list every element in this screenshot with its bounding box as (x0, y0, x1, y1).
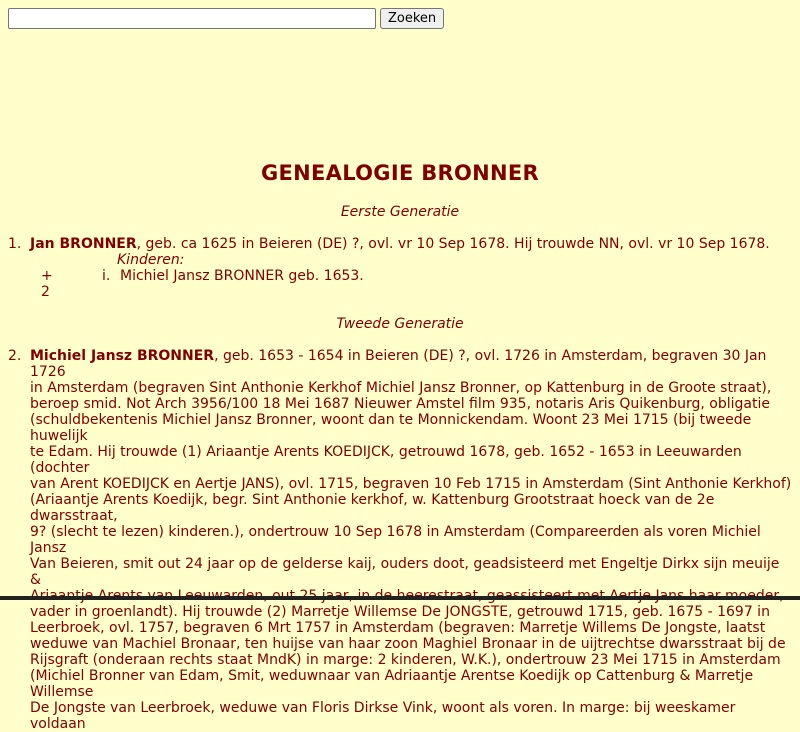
search-bar (8, 8, 444, 29)
entry-line: 9? (slecht te lezen) kinderen.), ondertrouw 10 Sep 1678 in Amsterdam (Compareerden als voren Michiel Jansz (30, 524, 761, 556)
child-marker[interactable]: + 2 (41, 268, 53, 300)
entry-number: 1. (8, 236, 22, 252)
entry-line: De Jongste van Leerbroek, weduwe van Floris Dirkse Vink, woont als voren. In marge: bij weeskamer voldaan (30, 700, 736, 732)
child-text: Michiel Jansz BRONNER geb. 1653. (120, 268, 364, 284)
horizontal-scrollbar[interactable] (0, 596, 800, 600)
entry-line: Rijsgraft (onderaan rechts staat MndK) in marge: 2 kinderen, W.K.), ondertrouw 23 Mei 1715 in Amsterdam (30, 652, 781, 668)
person-entry (8, 236, 792, 252)
search-button[interactable]: Zoeken (380, 8, 444, 29)
entry-line: Van Beieren, smit out 24 jaar op de gelderse kaij, ouders doot, geadsisteerd met Engeltje Dirkx sijn meuije & (30, 556, 780, 588)
person-name: Michiel Jansz BRONNER (30, 348, 215, 364)
search-input[interactable] (8, 8, 376, 29)
entry-line: (schuldbekentenis Michiel Jansz Bronner, woont dan te Monnickendam. Woont 23 Mei 1715 (bij tweede huwelijk (30, 412, 752, 444)
person-details: , geb. ca 1625 in Beieren (DE) ?, ovl. vr 10 Sep 1678. Hij trouwde NN, ovl. vr 10 Sep 1678. (136, 236, 770, 252)
entry-line: van Arent KOEDIJCK en Aertje JANS), ovl. 1715, begraven 10 Feb 1715 in Amsterdam (Sint Anthonie Kerkhof) (30, 476, 792, 492)
entry-line (30, 348, 792, 380)
person-entry (8, 348, 792, 732)
entry-line: Leerbroek, ovl. 1757, begraven 6 Mrt 1757 in Amsterdam (begraven: Marretje Willems De Jongste, laatst (30, 620, 766, 636)
page-title: GENEALOGIE BRONNER (260, 161, 540, 185)
child-roman-number: i. (102, 268, 111, 284)
entry-line: te Edam. Hij trouwde (1) Ariaantje Arents KOEDIJCK, getrouwd 1678, geb. 1652 - 1653 in Leeuwarden (dochter (30, 444, 742, 476)
children-label: Kinderen: (117, 252, 185, 268)
entry-line: (Michiel Bronner van Edam, Smit, weduwnaar van Adriaantje Arentse Koedijk op Cattenburg & Marretje Willemse (30, 668, 754, 700)
generation-heading: Tweede Generatie (336, 316, 464, 332)
entry-number: 2. (8, 348, 22, 364)
entry-line: vader in groenlandt). Hij trouwde (2) Marretje Willemse De JONGSTE, getrouwd 1715, geb. 1675 - 1697 in (30, 604, 770, 620)
entry-line: beroep smid. Not Arch 3956/100 18 Mei 1687 Nieuwer Amstel film 935, notaris Aris Quikenburg, obligatie (30, 396, 770, 412)
person-name: Jan BRONNER (30, 236, 137, 252)
line-text: , geb. 1653 - 1654 in Beieren (DE) ?, ovl. 1726 in Amsterdam, begraven 30 Jan 1726 (30, 348, 767, 380)
entry-line: (Ariaantje Arents Koedijk, begr. Sint Anthonie kerkhof, w. Kattenburg Grootstraat hoeck van de 2e dwarsstraat, (30, 492, 715, 524)
entry-line: in Amsterdam (begraven Sint Anthonie Kerkhof Michiel Jansz Bronner, op Kattenburg in de Groote straat), (30, 380, 772, 396)
generation-heading: Eerste Generatie (340, 204, 460, 220)
entry-line: weduwe van Machiel Bronaar, ten huijse van haar zoon Maghiel Bronaar in de uijtrechtse dwarsstraat bij de (30, 636, 786, 652)
